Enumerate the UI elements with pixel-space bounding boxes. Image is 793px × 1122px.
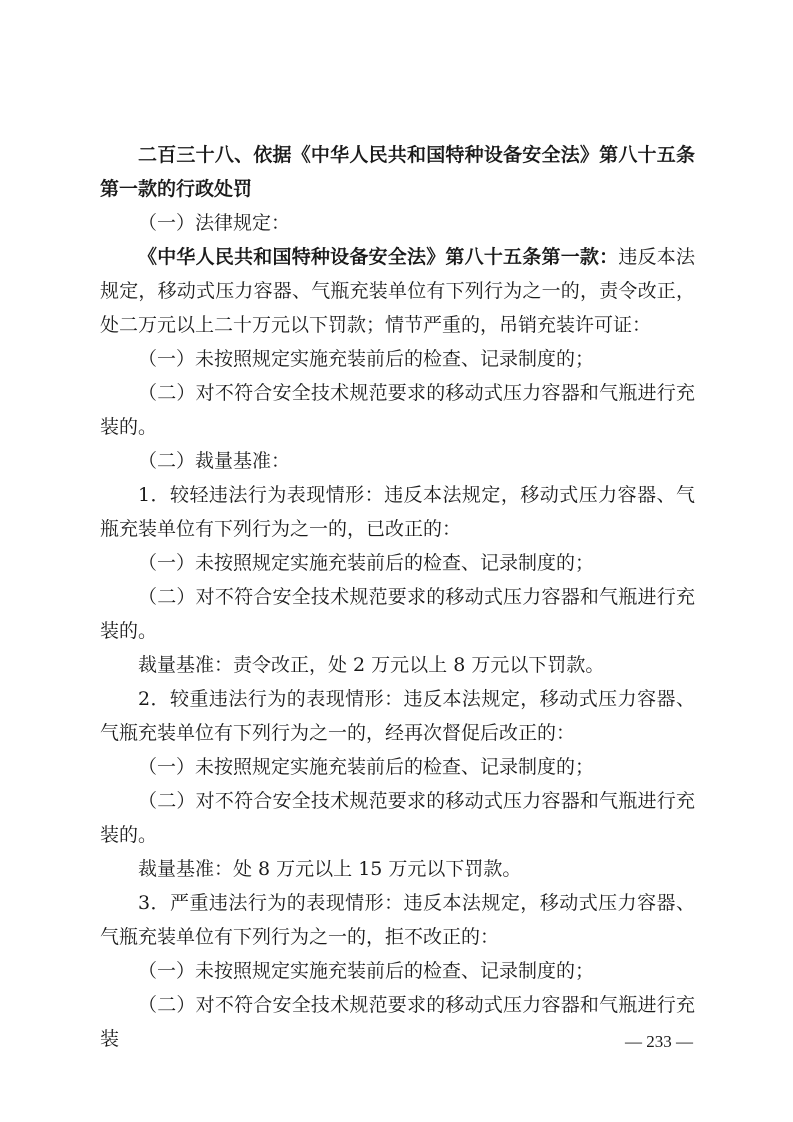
level-item: （一）未按照规定实施充装前后的检查、记录制度的； (138, 552, 595, 574)
discretion-standard: 裁量基准：责令改正，处 2 万元以上 8 万元以下罚款。 (138, 654, 605, 676)
document-body (100, 138, 695, 1056)
section-heading-legal-basis: （一）法律规定： (138, 212, 291, 234)
page-number: — 233 — (625, 1032, 693, 1051)
section-heading-discretion: （二）裁量基准： (138, 450, 291, 472)
level-description: 3．严重违法行为的表现情形：违反本法规定，移动式压力容器、气瓶充装单位有下列行为之一的，拒不改正的： (100, 892, 695, 948)
level-item: （一）未按照规定实施充装前后的检查、记录制度的； (138, 960, 595, 982)
article-title: 二百三十八、依据《中华人民共和国特种设备安全法》第八十五条第一款的行政处罚 (100, 144, 695, 200)
law-item: （一）未按照规定实施充装前后的检查、记录制度的； (138, 348, 595, 370)
level-item: （二）对不符合安全技术规范要求的移动式压力容器和气瓶进行充装 (100, 994, 695, 1050)
law-reference: 《中华人民共和国特种设备安全法》第八十五条第一款： (138, 246, 619, 268)
level-description: 2．较重违法行为的表现情形：违反本法规定，移动式压力容器、气瓶充装单位有下列行为之一的，经再次督促后改正的： (100, 688, 695, 744)
law-text: 违反本法规定，移动式压力容器、气瓶充装单位有下列行为之一的，责令改正，处二万元以上二十万元以下罚款；情节严重的，吊销充装许可证： (100, 246, 695, 336)
level-description: 1．较轻违法行为表现情形：违反本法规定，移动式压力容器、气瓶充装单位有下列行为之一的，已改正的： (100, 484, 695, 540)
level-item: （一）未按照规定实施充装前后的检查、记录制度的； (138, 756, 595, 778)
law-item: （二）对不符合安全技术规范要求的移动式压力容器和气瓶进行充装的。 (100, 382, 695, 438)
discretion-standard: 裁量基准：处 8 万元以上 15 万元以下罚款。 (138, 858, 522, 880)
law-provision (100, 240, 695, 342)
level-item: （二）对不符合安全技术规范要求的移动式压力容器和气瓶进行充装的。 (100, 790, 695, 846)
level-item: （二）对不符合安全技术规范要求的移动式压力容器和气瓶进行充装的。 (100, 586, 695, 642)
